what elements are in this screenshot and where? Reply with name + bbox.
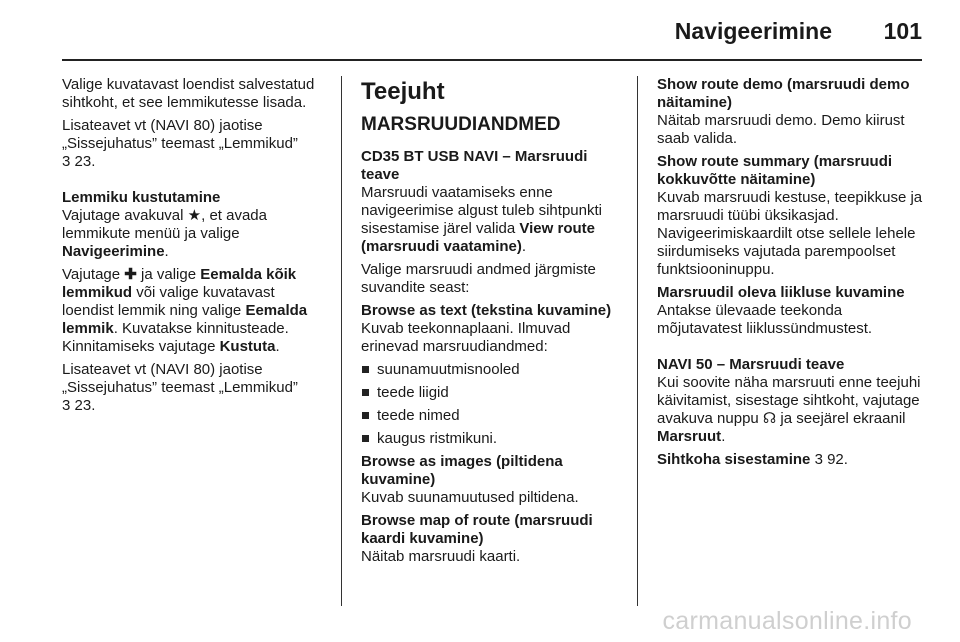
paragraph (62, 266, 324, 356)
option-heading: Show route summary (marsruudi kokkuvõtte näitamine) (657, 153, 893, 188)
option-heading: Browse as images (piltidena kuvamine) (361, 453, 563, 488)
text: Vajutage (62, 266, 121, 283)
bold-term: Eemalda kõik lemmikud (62, 266, 297, 301)
plus-icon: ✚ (124, 266, 137, 283)
column-middle (361, 76, 623, 571)
paragraph (657, 374, 923, 446)
watermark: carmanualsonline.info (662, 607, 912, 635)
text: Marsruudi vaatamiseks enne navigeerimise algust tuleb sihtpunkti sisestamise järel valida (361, 184, 602, 237)
text: Vajutage avakuval (62, 207, 184, 224)
text: . (275, 338, 280, 355)
text: ja valige (141, 266, 197, 283)
paragraph: Valige kuvatavast loendist salvestatud sihtkoht, et see lemmikutesse lisada. (62, 76, 315, 111)
option-heading: Browse as text (tekstina kuvamine) (361, 302, 612, 319)
list-item: suunamuutmisnooled (361, 361, 623, 379)
paragraph: Valige marsruudi andmed järgmiste suvandite seast: (361, 261, 596, 296)
paragraph: Näitab marsruudi kaarti. (361, 548, 521, 565)
option-heading: Show route demo (marsruudi demo näitamine) (657, 76, 910, 111)
column-right (657, 76, 923, 474)
bold-term: Marsruut (657, 428, 722, 445)
topic-heading: CD35 BT USB NAVI – Marsruudi teave (361, 148, 588, 183)
page-number: 101 (883, 18, 922, 44)
page-reference[interactable]: 3 92. (814, 451, 848, 468)
text: või valige kuvatavast loendist lemmik ning valige (62, 284, 275, 319)
list-item: kaugus ristmikuni. (361, 430, 623, 448)
paragraph: Näitab marsruudi demo. Demo kiirust saab valida. (657, 112, 905, 147)
text: ja seejärel ekraanil (780, 410, 906, 427)
paragraph: Kuvab suunamuutused piltidena. (361, 489, 579, 506)
topic-heading: NAVI 50 – Marsruudi teave (657, 356, 845, 373)
text: . (721, 428, 726, 445)
list-item: teede nimed (361, 407, 623, 425)
paragraph (62, 207, 324, 261)
paragraph: Kuvab teekonnaplaani. Ilmuvad erinevad marsruudiandmed: (361, 320, 571, 355)
column-divider (341, 76, 342, 606)
paragraph (62, 361, 324, 415)
paragraph (361, 184, 623, 256)
header-rule (62, 59, 922, 61)
text: . (521, 238, 527, 255)
navigation-icon: ☊ (762, 410, 777, 427)
bold-term: Eemalda lemmik (62, 302, 308, 337)
paragraph: Kuvab marsruudi kestuse, teepikkuse ja marsruudi tüübi üksikasjad. Navigeerimiskaardilt otse sellele lehele siirdumiseks vajutada parempoolset funktsiooninuppu. (657, 189, 923, 278)
star-icon: ★ (187, 207, 202, 224)
page-header (0, 0, 960, 62)
bold-term: Navigeerimine (62, 243, 165, 260)
section-heading: Lemmiku kustutamine (62, 189, 221, 206)
text: , et avada lemmikute menüü ja valige (62, 207, 267, 242)
text: Kui soovite näha marsruuti enne teejuhi käivitamist, sisestage sihtkoht, vajutage avakuva nuppu (657, 374, 921, 427)
section-title: Teejuht (361, 78, 445, 105)
paragraph: Antakse ülevaade teekonda mõjutavatest liiklussündmustest. (657, 302, 873, 337)
text: . (164, 243, 169, 260)
option-heading: Marsruudil oleva liikluse kuvamine (657, 284, 905, 301)
column-divider (637, 76, 638, 606)
page-reference[interactable]: 3 23. (62, 397, 96, 414)
page-title: Navigeerimine (674, 18, 832, 44)
bold-term: View route (marsruudi vaatamine) (361, 220, 595, 255)
paragraph (62, 117, 324, 171)
list-item: teede liigid (361, 384, 623, 402)
column-left (62, 76, 324, 420)
paragraph-text: Lisateavet vt (NAVI 80) jaotise „Sissejuhatus” teemast „Lemmikud” (62, 361, 298, 396)
section-subtitle: MARSRUUDIANDMED (361, 114, 561, 135)
page-reference[interactable]: 3 23. (62, 153, 96, 170)
paragraph-text: Lisateavet vt (NAVI 80) jaotise „Sissejuhatus” teemast „Lemmikud” (62, 117, 298, 152)
option-heading: Browse map of route (marsruudi kaardi kuvamine) (361, 512, 593, 547)
bold-term: Sihtkoha sisestamine (657, 451, 811, 468)
bold-term: Kustuta (219, 338, 276, 355)
paragraph (657, 451, 923, 469)
text: . Kuvatakse kinnitusteade. Kinnitamiseks vajutage (62, 320, 289, 355)
